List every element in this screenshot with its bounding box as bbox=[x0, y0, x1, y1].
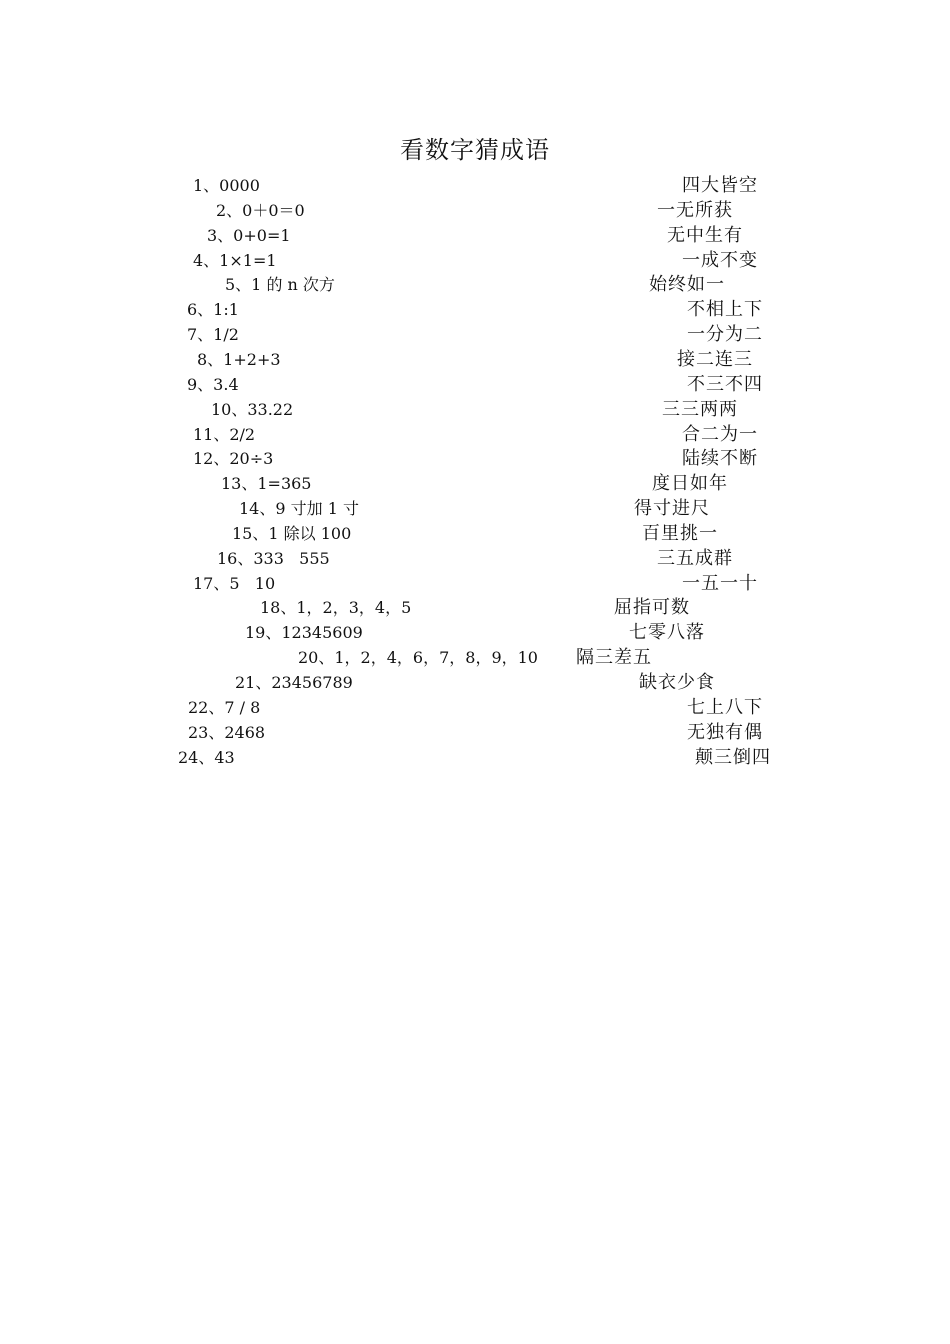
number-clue: 23、2468 bbox=[188, 722, 266, 742]
idiom-answer: 度日如年 bbox=[652, 473, 728, 495]
idiom-row bbox=[0, 423, 950, 447]
idiom-answer: 七上八下 bbox=[687, 696, 763, 718]
idiom-answer: 三三两两 bbox=[662, 398, 738, 420]
number-clue: 19、12345609 bbox=[245, 623, 363, 643]
idiom-answer: 无中生有 bbox=[667, 224, 743, 246]
idiom-answer: 缺衣少食 bbox=[639, 672, 715, 693]
number-clue: 10、33.22 bbox=[211, 399, 294, 419]
number-clue: 17、5 10 bbox=[193, 573, 276, 593]
number-clue: 11、2/2 bbox=[193, 424, 256, 444]
idiom-row bbox=[0, 596, 950, 620]
page-title: 看数字猜成语 bbox=[400, 136, 550, 164]
number-clue: 21、23456789 bbox=[235, 673, 353, 692]
number-clue: 12、20÷3 bbox=[193, 449, 274, 469]
idiom-answer: 一分为二 bbox=[687, 324, 763, 346]
idiom-row bbox=[0, 398, 950, 422]
idiom-answer: 七零八落 bbox=[629, 622, 705, 644]
idiom-answer: 一五一十 bbox=[682, 572, 758, 594]
idiom-row bbox=[0, 224, 950, 248]
number-clue: 7、1/2 bbox=[187, 325, 239, 345]
idiom-row bbox=[0, 373, 950, 397]
number-clue: 4、1×1=1 bbox=[193, 250, 277, 270]
number-clue: 14、9 寸加 1 寸 bbox=[239, 499, 359, 519]
idiom-answer: 不三不四 bbox=[687, 373, 763, 395]
idiom-row bbox=[0, 572, 950, 596]
number-clue: 18、1，2，3，4，5 bbox=[260, 598, 412, 618]
idiom-row bbox=[0, 497, 950, 521]
idiom-row bbox=[0, 298, 950, 322]
idiom-answer: 无独有偶 bbox=[687, 721, 763, 743]
number-clue: 16、333 555 bbox=[217, 548, 330, 568]
number-clue: 5、1 的 n 次方 bbox=[225, 275, 335, 295]
number-clue: 20、1，2，4，6，7，8，9，10 bbox=[298, 648, 538, 668]
idiom-answer: 百里挑一 bbox=[642, 522, 718, 544]
idiom-row bbox=[0, 472, 950, 496]
idiom-answer: 一成不变 bbox=[682, 249, 758, 271]
idiom-answer: 三五成群 bbox=[657, 547, 733, 569]
idiom-row bbox=[0, 646, 950, 670]
idiom-row bbox=[0, 746, 950, 770]
idiom-row bbox=[0, 174, 950, 198]
idiom-row bbox=[0, 547, 950, 571]
number-clue: 3、0+0=1 bbox=[207, 225, 291, 245]
idiom-row bbox=[0, 199, 950, 223]
idiom-row bbox=[0, 671, 950, 695]
idiom-answer: 颠三倒四 bbox=[695, 746, 771, 768]
number-clue: 13、1=365 bbox=[221, 474, 312, 494]
idiom-answer: 得寸进尺 bbox=[634, 498, 710, 520]
number-clue: 9、3.4 bbox=[187, 374, 239, 394]
idiom-row bbox=[0, 348, 950, 372]
idiom-row bbox=[0, 447, 950, 471]
number-clue: 6、1:1 bbox=[187, 300, 239, 320]
number-clue: 1、0000 bbox=[193, 176, 260, 195]
idiom-row bbox=[0, 249, 950, 273]
idiom-row bbox=[0, 721, 950, 745]
number-clue: 2、0＋0＝0 bbox=[216, 200, 305, 220]
idiom-row bbox=[0, 621, 950, 645]
idiom-answer: 始终如一 bbox=[649, 274, 725, 296]
idiom-answer: 不相上下 bbox=[687, 299, 763, 321]
idiom-row bbox=[0, 696, 950, 720]
idiom-answer: 陆续不断 bbox=[682, 448, 758, 470]
number-clue: 22、7 / 8 bbox=[188, 697, 261, 717]
idiom-answer: 接二连三 bbox=[677, 348, 753, 370]
number-clue: 15、1 除以 100 bbox=[232, 523, 352, 543]
idiom-answer: 合二为一 bbox=[682, 423, 758, 445]
idiom-row bbox=[0, 273, 950, 297]
idiom-answer: 四大皆空 bbox=[682, 175, 758, 196]
idiom-answer: 隔三差五 bbox=[576, 647, 652, 669]
idiom-answer: 一无所获 bbox=[657, 199, 733, 221]
number-clue: 8、1+2+3 bbox=[197, 349, 281, 369]
idiom-row bbox=[0, 522, 950, 546]
number-clue: 24、43 bbox=[178, 747, 235, 767]
idiom-answer: 屈指可数 bbox=[614, 597, 690, 619]
idiom-row bbox=[0, 323, 950, 347]
